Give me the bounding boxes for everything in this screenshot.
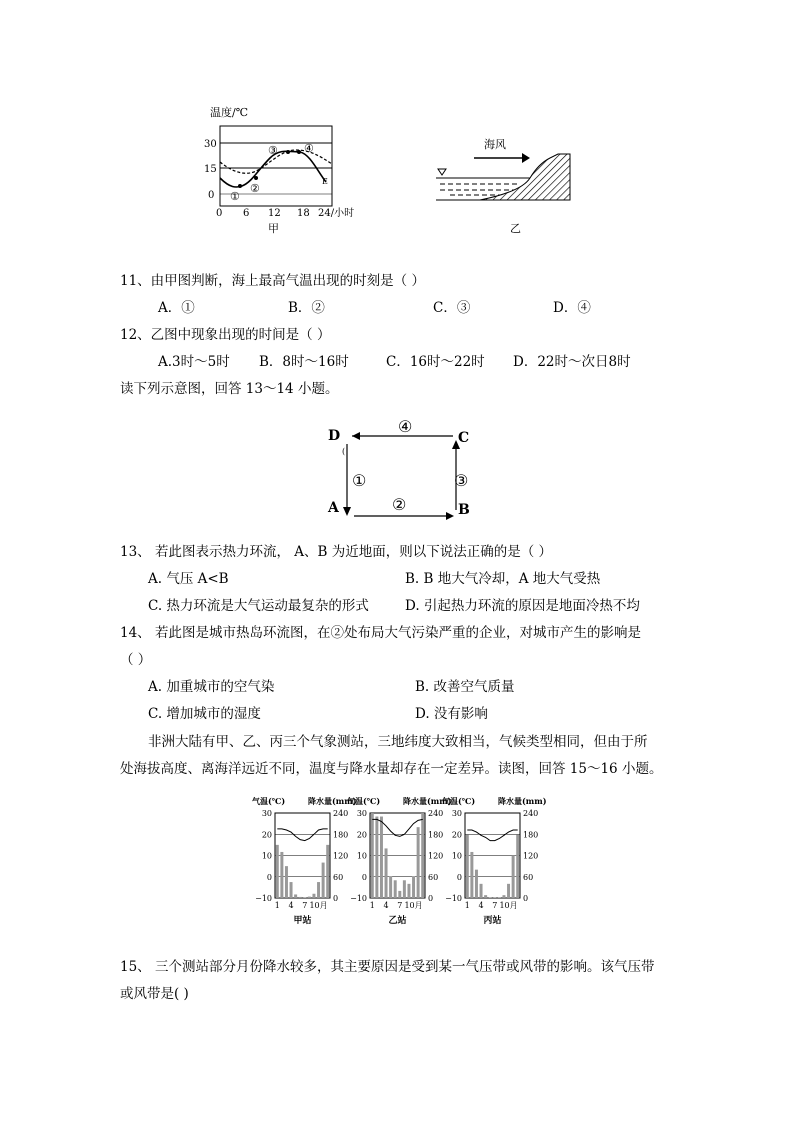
station-1-precip-bar [280,852,283,898]
station-1-precip-bar [322,863,325,898]
jia-caption: 甲 [268,222,279,235]
station-3-precip-bar [466,834,469,898]
station-3-precip-tick: 120 [523,851,539,861]
circulation-diagram [320,412,480,527]
jia-point-1 [238,184,242,188]
q11-option-a[interactable]: A．① [158,300,195,316]
q14-option-d[interactable]: D. 没有影响 [415,706,488,722]
corner-d: D [328,428,341,444]
station-2-month-tick: 7 [397,901,403,910]
station-2-precip-bar [375,817,378,898]
q14-option-c[interactable]: C. 增加城市的湿度 [148,706,261,722]
q14-stem-cont: （ ） [120,652,152,668]
station-3-precip-bar [507,884,510,898]
station-1-temp-tick: 30 [261,809,272,818]
station-1-precip-bar [326,845,329,898]
station-3-precip-bar [480,884,483,898]
q11-stem: 11、由甲图判断，海上最高气温出现的时刻是（ ） [120,273,425,289]
station-3-month-tick: 4 [478,901,484,910]
station-2-precip-bar [417,827,420,898]
jia-xtick-24: 24/小时 [318,208,355,219]
station-3-month-tick: 1 [464,901,470,910]
station-2-temp-tick: −10 [350,894,367,903]
station-2-month-tick: 10月 [404,901,423,910]
station-2-temp-tick: 30 [356,809,367,818]
station-2-precip-bar [421,813,424,898]
arrow-label-4: ④ [398,417,413,436]
station-2-temp-tick: 10 [356,851,367,861]
station-2-precip-bar [398,891,401,898]
station-3-temp-tick: 10 [451,851,462,861]
jia-marker-3: ③ [268,144,278,157]
arrow-label-2: ② [392,495,407,514]
station-3-precip-bar [516,834,519,898]
jia-marker-4: ④ [304,142,314,155]
q12-option-c[interactable]: C．16时～22时 [386,354,485,370]
intro-13-14: 读下列示意图，回答 13～14 小题。 [120,381,339,397]
station-1-precip-tick: 0 [333,894,339,903]
station-1-precip-tick: 240 [333,809,349,818]
station-3-precip-tick: 240 [523,809,539,818]
intro-15-16-line2: 处海拔高度、离海洋远近不同，温度与降水量却存在一定差异。读图，回答 15～16 小题。 [120,761,663,777]
q13-stem: 13、 若此图表示热力环流， A、B 为近地面，则以下说法正确的是（ ） [120,544,553,560]
station-1-precip-bar [294,894,297,898]
q12-option-d[interactable]: D．22时～次日8时 [513,354,631,370]
q13-option-d[interactable]: D. 引起热力环流的原因是地面冷热不均 [405,598,640,614]
q11-option-c[interactable]: C．③ [433,300,471,316]
station-3-precip-bar [475,870,478,898]
arrow-label-3: ③ [454,471,469,490]
station-1-precip-tick: 60 [333,872,344,882]
station-1-temp-tick: 10 [261,851,272,861]
station-2-precip-bar [403,880,406,898]
station-2-title: 乙站 [388,916,407,926]
q13-option-b[interactable]: B. B 地大气冷却，A 地大气受热 [405,571,601,587]
station-2-precip-bar [412,877,415,898]
q15-stem: 15、 三个测站部分月份降水较多，其主要原因是受到某一气压带或风带的影响。该气压带 [120,959,655,975]
q14-option-b[interactable]: B. 改善空气质量 [415,679,515,695]
jia-xtick-6: 6 [243,208,250,219]
yi-wind-label: 海风 [484,138,506,151]
station-2-temp-line [372,819,422,836]
jia-xtick-12: 12 [268,208,281,219]
station-3-temp-tick: −10 [445,894,462,903]
station-3-precip-axis-label: 降水量(mm) [498,796,547,806]
station-1-precip-tick: 120 [333,851,349,861]
figure-yi [430,128,600,238]
figure-jia-svg [200,100,355,240]
corner-a: A [328,500,339,516]
figure-yi-svg [430,128,600,238]
station-1-temp-tick: 20 [261,830,272,840]
station-2-precip-tick: 240 [428,809,444,818]
corner-c: C [458,430,470,446]
q15-stem-cont: 或风带是( ) [120,986,189,1002]
station-3-temp-tick: 0 [456,872,462,882]
station-3-precip-bar [489,897,492,898]
q13-option-a[interactable]: A. 气压 A<B [148,571,229,587]
arrow-top-head [352,432,360,440]
station-2-precip-bar [380,817,383,898]
station-3-temp-tick: 20 [451,830,462,840]
jia-point-4 [297,150,301,154]
arrow-bottom-head [446,512,454,520]
station-2-temp-axis-label: 气温(℃) [347,796,381,806]
station-3-precip-bar [470,852,473,898]
climate-charts-svg [250,793,570,933]
jia-point-2 [254,176,258,180]
jia-ytick-30: 30 [204,139,217,150]
corner-b: B [458,502,470,518]
station-1-title: 甲站 [293,916,312,926]
arrow-left-head [343,507,351,516]
q13-option-c[interactable]: C. 热力环流是大气运动最复杂的形式 [148,598,369,614]
circulation-svg [320,412,480,527]
q14-option-a[interactable]: A. 加重城市的空气染 [148,679,275,695]
station-2-precip-bar [407,884,410,898]
station-2-temp-tick: 0 [361,872,367,882]
station-1-month-tick: 1 [274,901,280,910]
station-1-precip-axis-label: 降水量(mm) [308,796,357,806]
station-2-precip-tick: 0 [428,894,434,903]
station-2-month-tick: 4 [383,901,389,910]
station-2-temp-tick: 20 [356,830,367,840]
station-1-precip-tick: 180 [333,830,349,840]
q14-stem: 14、 若此图是城市热岛环流图，在②处布局大气污染严重的企业，对城市产生的影响是 [120,625,641,641]
station-1-precip-bar [317,882,320,898]
station-3-precip-bar [502,895,505,898]
jia-end-label: E [322,177,328,186]
station-3-precip-tick: 60 [523,872,534,882]
station-2-precip-axis-label: 降水量(mm) [403,796,452,806]
jia-ytick-0: 0 [208,190,215,201]
station-2-precip-bar [394,880,397,898]
station-1-temp-axis-label: 气温(℃) [252,796,286,806]
station-1-month-tick: 7 [302,901,308,910]
station-3-precip-tick: 0 [523,894,529,903]
climate-charts [250,793,570,933]
station-2-precip-bar [385,848,388,898]
jia-point-3 [286,150,290,154]
station-1-precip-bar [303,897,306,898]
station-1-precip-bar [290,882,293,898]
station-3-title: 丙站 [483,916,502,926]
station-3-precip-bar [498,897,501,898]
jia-marker-2: ② [250,182,260,195]
station-3-precip-bar [512,856,515,899]
station-2-precip-tick: 60 [428,872,439,882]
arrow-label-1: ① [352,471,367,490]
station-3-temp-line [467,830,517,841]
station-2-precip-bar [371,813,374,898]
station-2-precip-tick: 120 [428,851,444,861]
station-1-temp-line [277,829,327,841]
intro-15-16-line1: 非洲大陆有甲、乙、丙三个气象测站，三地纬度大致相当，气候类型相同，但由于所 [148,734,648,750]
station-3-month-tick: 10月 [499,901,518,910]
q12-stem: 12、乙图中现象出现的时间是（ ） [120,327,331,343]
station-1-temp-tick: −10 [255,894,272,903]
station-1-temp-tick: 0 [266,872,272,882]
yi-wind-arrow-head [522,153,530,163]
jia-xtick-0: 0 [216,208,223,219]
station-2-precip-bar [389,877,392,898]
station-3-temp-tick: 30 [451,809,462,818]
q11-option-b[interactable]: B．② [288,300,325,316]
station-1-precip-bar [299,897,302,898]
station-1-precip-bar [308,897,311,898]
jia-xtick-18: 18 [297,208,310,219]
q12-option-a[interactable]: A.3时～5时 [158,354,230,370]
jia-ytick-15: 15 [204,164,217,175]
station-3-temp-axis-label: 气温(℃) [442,796,476,806]
jia-ylabel: 温度/℃ [210,106,249,119]
station-1-precip-bar [276,845,279,898]
station-2-precip-tick: 180 [428,830,444,840]
station-1-month-tick: 10月 [309,901,328,910]
station-1-precip-bar [285,866,288,898]
yi-water-level-icon [438,169,446,175]
station-1-precip-bar [312,894,315,898]
station-3-month-tick: 7 [492,901,498,910]
yi-caption: 乙 [510,222,521,235]
stray-mark: ( [342,447,346,456]
station-1-month-tick: 4 [288,901,294,910]
jia-marker-1: ① [230,190,240,203]
station-3-precip-bar [484,895,487,898]
q12-option-b[interactable]: B．8时～16时 [259,354,349,370]
station-3-precip-tick: 180 [523,830,539,840]
figure-jia [200,100,355,240]
station-2-month-tick: 1 [369,901,375,910]
q11-option-d[interactable]: D．④ [553,300,591,316]
